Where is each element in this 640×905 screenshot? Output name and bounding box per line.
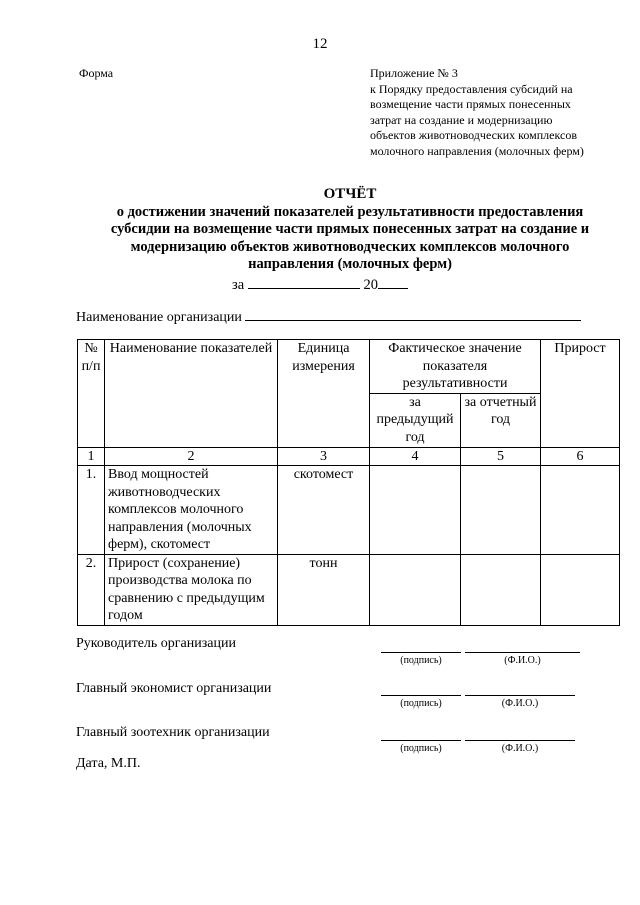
table-row	[78, 554, 620, 625]
period-year-blank[interactable]	[378, 274, 408, 289]
signature-director-sign[interactable]: (подпись)	[381, 652, 461, 666]
org-name-blank[interactable]	[245, 306, 581, 321]
period-year-prefix: 20	[363, 277, 378, 293]
title-line: модернизацию объектов животноводческих комплексов молочного	[130, 238, 570, 255]
indicators-table	[77, 339, 620, 626]
row-prev-value[interactable]	[370, 466, 461, 555]
header-unit: Единица измерения	[278, 340, 370, 448]
header-report-year: за отчетный год	[461, 393, 541, 447]
appendix-line: возмещение части прямых понесенных	[370, 97, 571, 111]
appendix-line: молочного направления (молочных ферм)	[370, 143, 584, 158]
col-number: 2	[105, 447, 278, 466]
col-number: 1	[78, 447, 105, 466]
title-line: субсидии на возмещение части прямых понесенных затрат на создание и	[110, 221, 590, 237]
date-stamp: Дата, М.П.	[76, 756, 141, 771]
signature-economist-fio[interactable]: (Ф.И.О.)	[465, 695, 575, 709]
signature-director-fio[interactable]: (Ф.И.О.)	[465, 652, 580, 666]
col-number: 6	[541, 447, 620, 466]
appendix-line: Приложение № 3	[370, 66, 458, 80]
row-name: Ввод мощностей животноводческих комплексов молочного направления (молочных ферм), скотомест	[105, 466, 278, 555]
header-growth: Прирост	[541, 340, 620, 448]
title-line: направления (молочных ферм)	[248, 256, 452, 272]
row-num: 1.	[78, 466, 105, 555]
col-number: 4	[370, 447, 461, 466]
report-period	[0, 274, 640, 294]
row-name: Прирост (сохранение) производства молока по сравнению с предыдущим годом	[105, 554, 278, 625]
row-report-value[interactable]	[461, 466, 541, 555]
org-name-row	[76, 306, 581, 326]
header-name: Наименование показателей	[105, 340, 278, 448]
period-blank[interactable]	[248, 274, 360, 289]
appendix-line: затрат на создание и модернизацию	[370, 112, 553, 127]
row-num: 2.	[78, 554, 105, 625]
signature-zootechnician-label: Главный зоотехник организации	[76, 725, 270, 740]
table-row	[78, 466, 620, 555]
org-name-label: Наименование организации	[76, 310, 242, 325]
header-num: № п/п	[78, 340, 105, 448]
row-unit: тонн	[278, 554, 370, 625]
row-growth-value[interactable]	[541, 554, 620, 625]
row-report-value[interactable]	[461, 554, 541, 625]
appendix-line: объектов животноводческих комплексов	[370, 128, 577, 142]
appendix-line: к Порядку предоставления субсидий на	[370, 81, 573, 96]
title-line: о достижении значений показателей результативности предоставления	[116, 203, 584, 220]
signature-economist-sign[interactable]: (подпись)	[381, 695, 461, 709]
title-line: ОТЧЁТ	[323, 186, 377, 202]
appendix-block	[370, 66, 620, 159]
row-growth-value[interactable]	[541, 466, 620, 555]
row-prev-value[interactable]	[370, 554, 461, 625]
col-number: 5	[461, 447, 541, 466]
row-unit: скотомест	[278, 466, 370, 555]
page-number: 12	[312, 36, 328, 52]
signature-zootechnician-sign[interactable]: (подпись)	[381, 740, 461, 754]
header-actual: Фактическое значение показателя результативности	[370, 340, 541, 394]
period-prefix: за	[232, 277, 245, 293]
signature-zootechnician-fio[interactable]: (Ф.И.О.)	[465, 740, 575, 754]
signature-director-label: Руководитель организации	[76, 636, 236, 651]
form-label: Форма	[79, 66, 114, 80]
header-prev-year: за предыдущий год	[370, 393, 461, 447]
signature-economist-label: Главный экономист организации	[76, 681, 272, 696]
col-number: 3	[278, 447, 370, 466]
report-title	[70, 186, 630, 274]
